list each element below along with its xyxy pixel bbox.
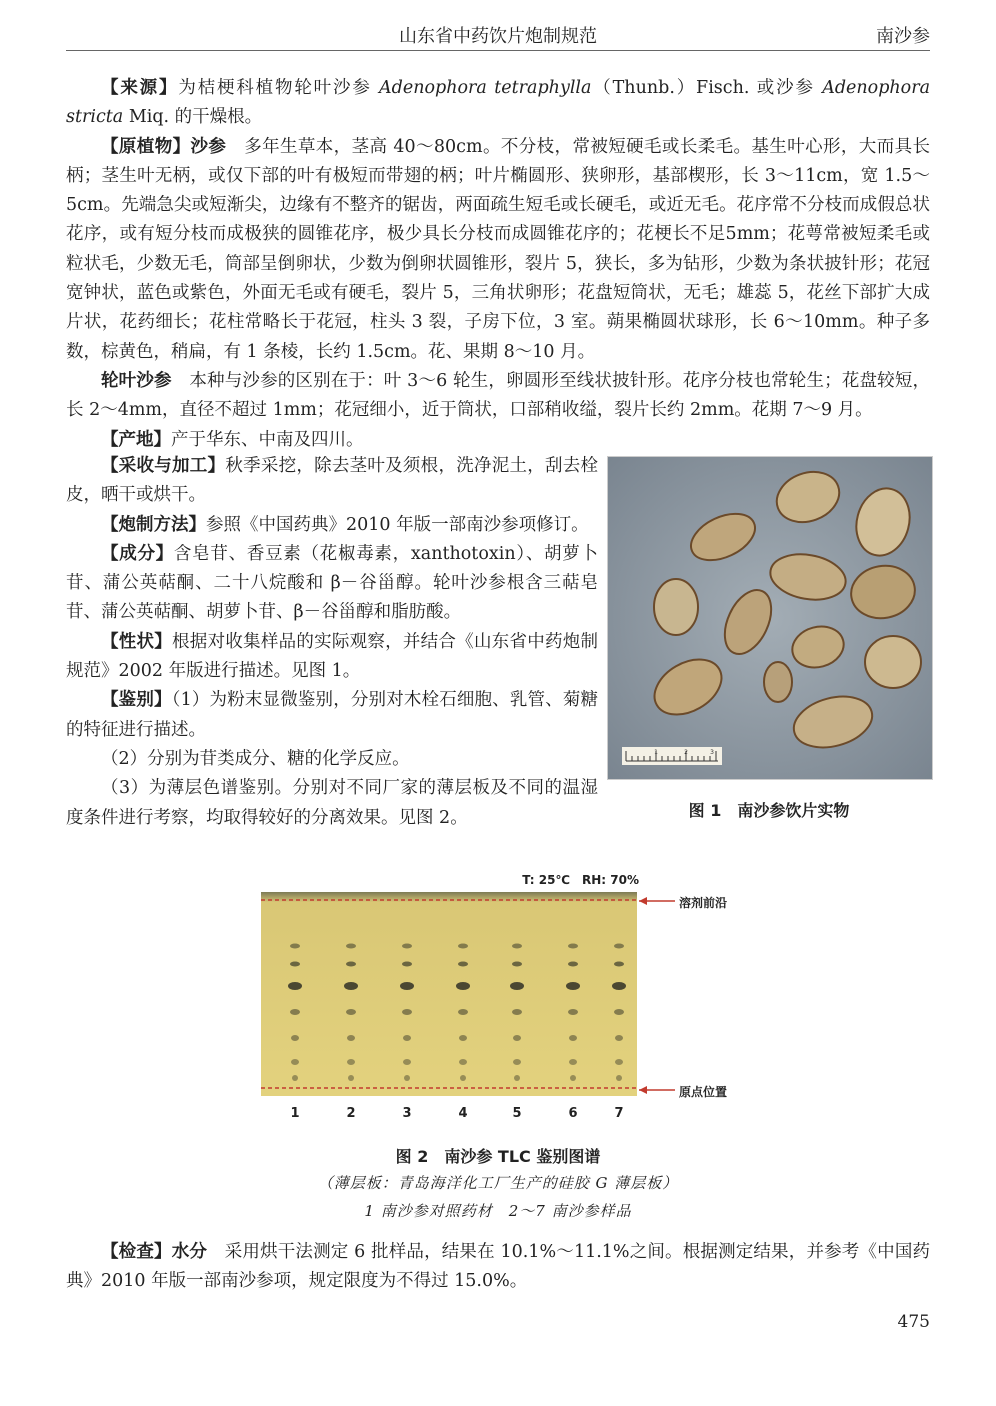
tlc-spot <box>513 1035 521 1041</box>
scale-tick-3: 3 <box>710 749 714 756</box>
tlc-spot <box>612 982 626 990</box>
tlc-spot <box>512 1009 522 1015</box>
tlc-spot <box>568 1009 578 1015</box>
tlc-spot <box>344 982 358 990</box>
tlc-spot <box>292 1075 298 1081</box>
tlc-spot <box>403 1059 411 1065</box>
tlc-spot <box>346 944 356 949</box>
lane-number: 4 <box>458 1106 468 1121</box>
tlc-spot <box>402 944 412 949</box>
tlc-spot <box>400 982 414 990</box>
tlc-spot <box>347 1059 355 1065</box>
herb-slices-photo <box>607 456 933 780</box>
para-processing: 【炮制方法】参照《中国药典》2010 年版一部南沙参项修订。 <box>101 514 589 535</box>
para-components: 【成分】含皂苷、香豆素（花椒毒素，xanthotoxin）、胡萝卜苷、蒲公英萜酮、二十八烷酸和 β－谷甾醇。轮叶沙参根含三萜皂苷、蒲公英萜酮、胡萝卜苷、β－谷甾醇和脂肪酸。 <box>66 543 599 623</box>
tlc-spot <box>614 962 624 967</box>
figure-1-caption: 图 1 南沙参饮片实物 <box>688 801 850 820</box>
tlc-spot <box>458 944 468 949</box>
section-name: 南沙参 <box>876 26 930 47</box>
tlc-spot <box>614 1009 624 1015</box>
para-plant: 【原植物】沙参 多年生草本，茎高 40～80cm。不分枝，常被短硬毛或长柔毛。基生叶心形，大而具长柄；茎生叶无柄，或仅下部的叶有极短而带翅的柄；叶片椭圆形、狭卵形，基部楔形，长 3～11cm，宽 1.5～5cm。先端急尖或短渐尖，边缘有不整齐的锯齿，两面疏生短毛或长硬毛，或近无毛。花序常不分枝而成假总状花序，或有短分枝而成极狭的圆锥花序，极少具长分枝而成圆锥花序的；花梗长不足5mm；花萼常被短柔毛或粒状毛，少数无毛，筒部呈倒卵状，少数为倒卵状圆锥形，裂片 5，狭长，多为钻形，少数为条状披针形；花冠宽钟状，蓝色或紫色，外面无毛或有硬毛，裂片 5，三角状卵形；花盘短筒状，无毛；雄蕊 5，花丝下部扩大成片状，花药细长；花柱常略长于花冠，柱头 3 裂，子房下位，3 室。蒴果椭圆状球形，长 6～10mm。种子多数，棕黄色，稍扁，有 1 条棱，长约 1.5cm。花、果期 8～10 月。 <box>66 136 931 362</box>
tlc-spot <box>456 982 470 990</box>
para-inspection: 【检查】水分 采用烘干法测定 6 批样品，结果在 10.1%～11.1%之间。根据测定结果，并参考《中国药典》2010 年版一部南沙参项，规定限度为不得过 15.0%。 <box>66 1242 930 1292</box>
tlc-spot <box>513 1059 521 1065</box>
tlc-spot <box>459 1035 467 1041</box>
tlc-spot <box>514 1075 520 1081</box>
tlc-spot <box>566 982 580 990</box>
lane-number: 6 <box>568 1106 578 1121</box>
tlc-spot <box>290 944 300 949</box>
para-id-2: （2）分别为苷类成分、糖的化学反应。 <box>101 748 410 769</box>
solvent-front-label: 溶剂前沿 <box>679 896 728 910</box>
tlc-spot <box>404 1075 410 1081</box>
tlc-conditions: T: 25℃ RH: 70% <box>522 873 639 887</box>
lane-number: 5 <box>512 1106 522 1121</box>
tlc-spot <box>615 1059 623 1065</box>
tlc-spot <box>512 962 522 967</box>
full-width-text <box>66 74 930 455</box>
figure-2-legend: 1 南沙参对照药材 2～7 南沙参样品 <box>364 1202 632 1220</box>
lane-number: 1 <box>290 1106 300 1121</box>
tlc-spot <box>347 1035 355 1041</box>
scale-tick-2: 2 <box>684 749 688 756</box>
tlc-spot <box>458 1009 468 1015</box>
tlc-spot <box>512 944 522 949</box>
tlc-figure <box>255 868 745 1121</box>
para-origin: 【产地】产于华东、中南及四川。 <box>101 429 364 450</box>
tlc-spot <box>569 1059 577 1065</box>
tlc-spot <box>290 1009 300 1015</box>
tlc-spot <box>403 1035 411 1041</box>
figure-2-caption: 图 2 南沙参 TLC 鉴别图谱 <box>395 1147 601 1166</box>
para-lunye: 轮叶沙参 本种与沙参的区别在于：叶 3～6 轮生，卵圆形至线状披针形。花序分枝也常轮生；花盘较短，长 2～4mm，直径不超过 1mm；花冠细小，近于筒状，口部稍收缢，裂片长约 2mm。花期 7～9 月。 <box>66 370 931 421</box>
tlc-spot <box>569 1035 577 1041</box>
tlc-spot <box>346 962 356 967</box>
origin-label: 原点位置 <box>679 1085 728 1099</box>
tlc-spot <box>615 1035 623 1041</box>
herb-slices-illustration <box>608 457 932 779</box>
figure-2-note: （薄层板：青岛海洋化工厂生产的硅胶 G 薄层板） <box>317 1174 679 1192</box>
page-number: 475 <box>897 1312 930 1332</box>
left-column-text <box>66 452 598 833</box>
tlc-spot <box>616 1075 622 1081</box>
para-harvest: 【采收与加工】秋季采挖，除去茎叶及须根，洗净泥土，刮去栓皮，晒干或烘干。 <box>66 456 599 506</box>
tlc-chromatogram <box>261 892 637 1096</box>
tlc-spot <box>288 982 302 990</box>
tlc-spot <box>402 962 412 967</box>
tlc-spot <box>614 944 624 949</box>
tlc-spot <box>346 1009 356 1015</box>
tlc-spot <box>459 1059 467 1065</box>
tlc-spot <box>460 1075 466 1081</box>
tlc-spot <box>290 962 300 967</box>
tlc-plate <box>261 892 637 1096</box>
tlc-spot <box>510 982 524 990</box>
lane-number: 7 <box>614 1106 624 1121</box>
para-identification: 【鉴别】（1）为粉末显微鉴别，分别对木栓石细胞、乳管、菊糖的特征进行描述。 <box>66 690 599 740</box>
tlc-spot <box>402 1009 412 1015</box>
lane-number: 3 <box>402 1106 412 1121</box>
tlc-spot <box>570 1075 576 1081</box>
running-header <box>66 20 930 51</box>
para-character: 【性状】根据对收集样品的实际观察，并结合《山东省中药炮制规范》2002 年版进行描述。见图 1。 <box>66 631 599 682</box>
tlc-spot <box>291 1035 299 1041</box>
scale-tick-1: 1 <box>654 749 658 756</box>
lane-number: 2 <box>346 1106 356 1121</box>
para-id-3: （3）为薄层色谱鉴别。分别对不同厂家的薄层板及不同的温湿度条件进行考察，均取得较好的分离效果。见图 2。 <box>66 778 598 828</box>
tlc-spot <box>568 944 578 949</box>
book-title: 山东省中药饮片炮制规范 <box>399 26 597 47</box>
para-source: 【来源】为桔梗科植物轮叶沙参 Adenophora tetraphylla（Thunb.）Fisch. 或沙参 Adenophora stricta Miq. 的干燥根。 <box>66 78 930 128</box>
tlc-spot <box>348 1075 354 1081</box>
scale-ruler <box>622 747 722 765</box>
tlc-spot <box>568 962 578 967</box>
tlc-spot <box>291 1059 299 1065</box>
tlc-spot <box>458 962 468 967</box>
